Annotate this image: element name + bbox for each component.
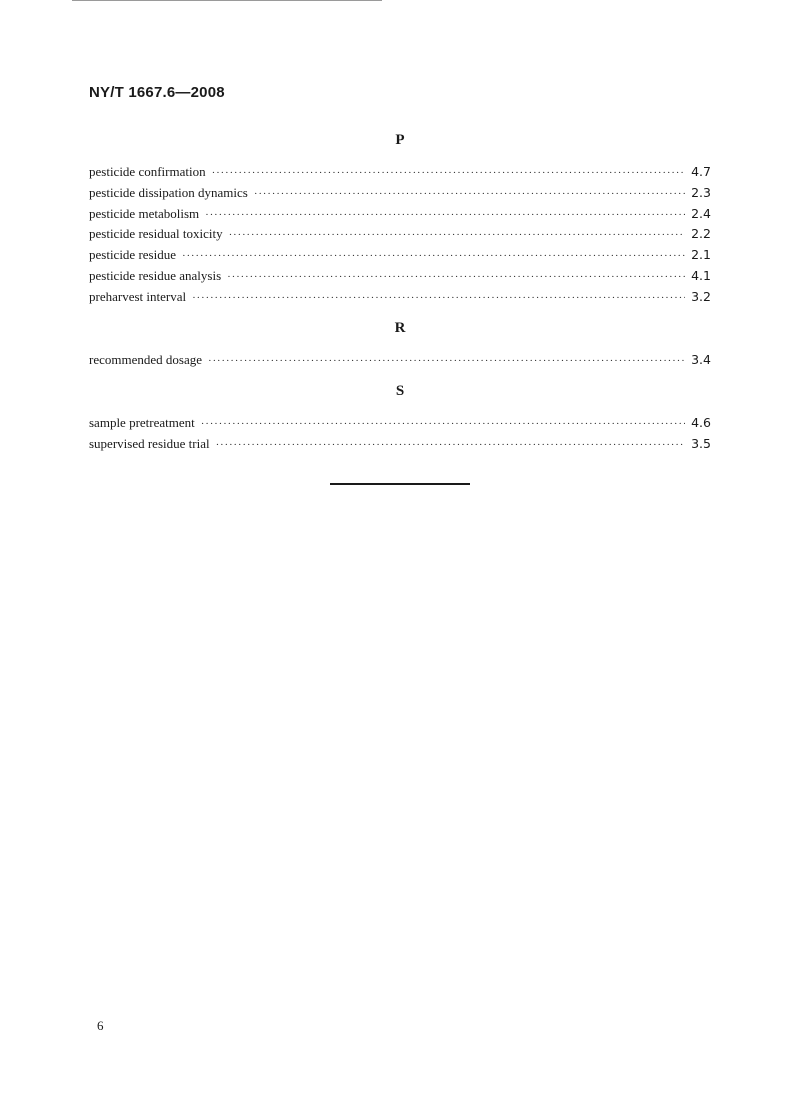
entry-reference: 4.6 [691,415,711,430]
index-entry [89,224,711,245]
top-rule [72,0,382,1]
page-number: 6 [97,1018,104,1033]
document-code: NY/T 1667.6—2008 [89,84,225,101]
dot-leader [192,288,685,309]
index-entry [89,434,711,455]
dot-leader [205,205,685,226]
entry-reference: 3.2 [691,288,711,304]
entry-reference: 2.3 [691,184,711,200]
index-entry [89,350,711,371]
dot-leader [254,184,685,205]
index-section-r [89,318,711,371]
entry-term: pesticide confirmation [89,164,206,179]
index-entry [89,413,711,434]
index-section-p [89,130,711,308]
entry-term: pesticide metabolism [89,205,200,221]
entry-reference: 2.2 [691,226,711,242]
dot-leader [227,267,685,288]
entry-term: pesticide residue [89,247,176,263]
index-entry [89,204,711,225]
section-letter: R [394,320,406,336]
entry-term: pesticide residue analysis [89,267,222,283]
index-entry [89,287,711,308]
entry-reference: 4.7 [691,164,711,179]
dot-leader [212,163,686,184]
index-section-s [89,381,711,455]
entry-reference: 3.4 [691,352,711,367]
section-letter: S [395,383,405,399]
section-letter: P [395,132,405,148]
dot-leader [216,435,686,456]
entry-reference: 2.1 [691,247,711,263]
dot-leader [182,246,685,267]
entry-reference: 2.4 [691,205,711,221]
entry-reference: 4.1 [691,267,711,283]
entry-term: preharvest interval [89,288,187,304]
dot-leader [208,351,685,372]
entry-term: pesticide residual toxicity [89,226,223,242]
index-entry [89,266,711,287]
entry-term: sample pretreatment [89,415,195,430]
entry-term: recommended dosage [89,352,202,367]
index-entry [89,162,711,183]
entry-term: supervised residue trial [89,435,210,451]
index-entry [89,245,711,266]
entry-reference: 3.5 [691,435,711,451]
entry-term: pesticide dissipation dynamics [89,184,248,200]
dot-leader [229,225,686,246]
index-entry [89,183,711,204]
end-rule [330,483,470,485]
dot-leader [201,414,685,435]
